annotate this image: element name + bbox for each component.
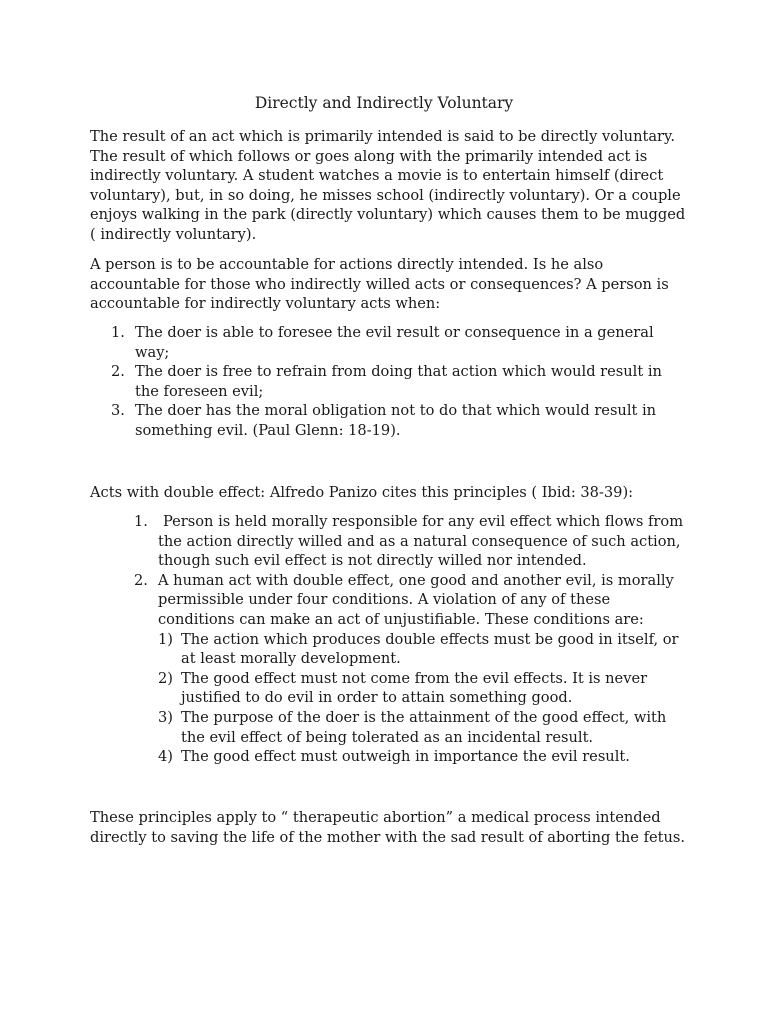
sub-list-item-text: The action which produces double effects must be good in itself, or at least morally development.	[181, 630, 679, 668]
list-item-text: The doer is able to foresee the evil result or consequence in a general way;	[135, 324, 654, 361]
list-number: 1.	[134, 513, 148, 530]
document-title: Directly and Indirectly Voluntary	[254, 94, 514, 112]
list-item-text: The doer has the moral obligation not to do that which would result in something evil. (Paul Glenn: 18-19).	[135, 402, 657, 439]
list-item	[90, 512, 690, 571]
accountability-conditions-list	[90, 323, 690, 441]
list-number: 3.	[111, 402, 125, 420]
sub-list-number: 1)	[158, 630, 173, 648]
list-item-text: Person is held morally responsible for any evil effect which flows from the action directly willed and as a natural consequence of such action, though such evil effect is not directly willed nor intended.	[158, 513, 684, 570]
sub-list-item-text: The purpose of the doer is the attainment of the good effect, with the evil effect of being tolerated as an incidental result.	[181, 708, 667, 746]
list-number: 2.	[111, 363, 125, 381]
sub-list-item	[158, 630, 690, 669]
conclusion-paragraph: These principles apply to “ therapeutic abortion” a medical process intended directly to saving the life of the mother with the sad result of aborting the fetus.	[90, 809, 685, 846]
intro-paragraph: The result of an act which is primarily intended is said to be directly voluntary. The result of which follows or goes along with the primarily intended act is indirectly voluntary. A student watches a movie is to entertain himself (direct voluntary), but, in so doing, he misses school (indirectly voluntary). Or a couple enjoys walking in the park (directly voluntary) which causes them to be mugged ( indirectly voluntary).	[90, 128, 686, 243]
sub-list-number: 2)	[158, 669, 173, 687]
double-effect-paragraph: Acts with double effect: Alfredo Panizo cites this principles ( Ibid: 38-39):	[90, 484, 634, 501]
list-number: 2.	[134, 571, 148, 589]
list-item	[90, 362, 690, 401]
double-effect-principles-list	[90, 512, 690, 767]
list-item-text: The doer is free to refrain from doing that action which would result in the foreseen evil;	[135, 363, 662, 400]
sub-list-item-text: The good effect must not come from the evil effects. It is never justified to do evil in order to attain something good.	[181, 669, 648, 707]
sub-list-item	[158, 747, 690, 767]
list-number: 1.	[111, 324, 125, 341]
sub-list-item	[158, 669, 690, 708]
list-item-text: A human act with double effect, one good and another evil, is morally permissible under four conditions. A violation of any of these conditions can make an act of unjustifiable. These conditions are:	[158, 571, 674, 628]
sub-list-number: 3)	[158, 708, 173, 726]
list-item	[90, 401, 690, 440]
sub-list-item	[158, 708, 690, 747]
sub-list-number: 4)	[158, 748, 173, 766]
list-item	[90, 323, 690, 362]
accountability-paragraph: A person is to be accountable for actions directly intended. Is he also accountable for those who indirectly willed acts or consequences? A person is accountable for indirectly voluntary acts when:	[90, 256, 669, 313]
sub-list-item-text: The good effect must outweigh in importance the evil result.	[181, 748, 630, 766]
four-conditions-list	[158, 630, 690, 767]
list-item	[90, 571, 690, 767]
